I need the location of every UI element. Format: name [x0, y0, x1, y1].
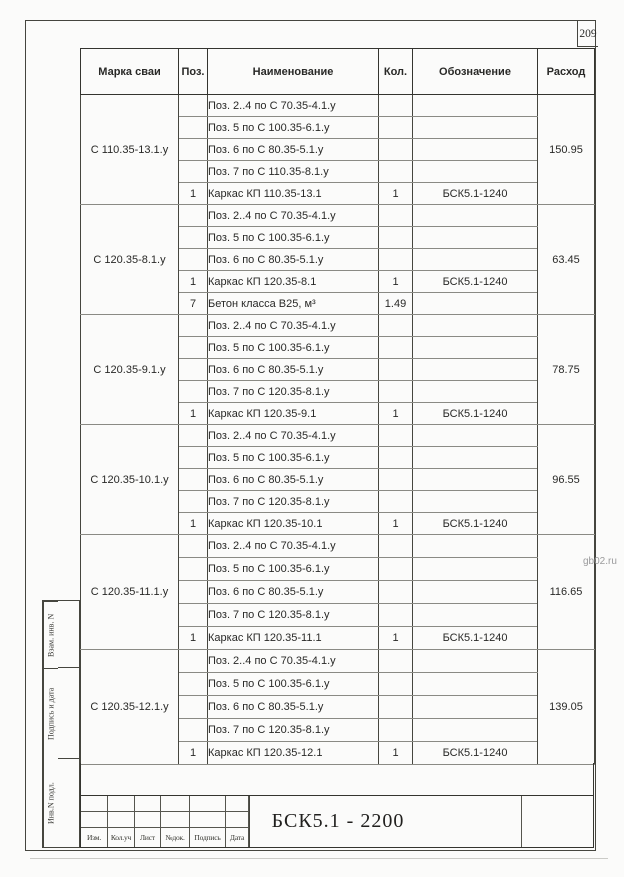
item-name-cell: Поз. 2..4 по С 70.35-4.1.у [208, 650, 379, 673]
item-name-cell: Поз. 6 по С 80.35-5.1.у [208, 139, 379, 161]
designation-cell [413, 315, 538, 337]
item-name-cell: Поз. 2..4 по С 70.35-4.1.у [208, 535, 379, 558]
quantity-cell [379, 491, 413, 513]
designation-cell [413, 95, 538, 117]
position-cell [179, 696, 208, 719]
position-cell [179, 719, 208, 742]
position-cell [179, 249, 208, 271]
item-name-cell: Поз. 5 по С 100.35-6.1.у [208, 447, 379, 469]
pile-mark-cell: С 120.35-8.1.у [81, 205, 179, 315]
pile-block-6 [81, 650, 595, 765]
designation-cell [413, 673, 538, 696]
watermark-text: gb02.ru [583, 556, 617, 567]
table-row [81, 650, 595, 673]
quantity-cell: 1 [379, 271, 413, 293]
page-number-box [577, 21, 598, 47]
designation-cell [413, 359, 538, 381]
quantity-cell [379, 315, 413, 337]
position-cell [179, 337, 208, 359]
quantity-cell [379, 535, 413, 558]
quantity-cell [379, 581, 413, 604]
item-name-cell: Каркас КП 120.35-8.1 [208, 271, 379, 293]
item-name-cell: Поз. 7 по С 120.35-8.1.у [208, 719, 379, 742]
pile-mark-cell: С 110.35-13.1.у [81, 95, 179, 205]
quantity-cell [379, 650, 413, 673]
position-cell [179, 315, 208, 337]
designation-cell: БСК5.1-1240 [413, 513, 538, 535]
page-number: 209 [579, 27, 597, 40]
pile-mark-cell: С 120.35-12.1.у [81, 650, 179, 765]
quantity-cell [379, 558, 413, 581]
designation-cell [413, 293, 538, 315]
side-empty-cell [58, 668, 79, 759]
item-name-cell: Поз. 6 по С 80.35-5.1.у [208, 359, 379, 381]
revision-col-izm: Изм. [81, 828, 108, 847]
column-header-qty: Кол. [379, 49, 413, 95]
item-name-cell: Поз. 5 по С 100.35-6.1.у [208, 337, 379, 359]
designation-cell [413, 381, 538, 403]
table-header [81, 49, 595, 95]
position-cell [179, 604, 208, 627]
left-margin-stamp [42, 600, 80, 848]
side-empty-cell [58, 601, 79, 668]
consumption-cell: 139.05 [538, 650, 595, 765]
title-block-right-cell [521, 796, 593, 847]
quantity-cell [379, 425, 413, 447]
side-empty-cell [58, 759, 79, 847]
item-name-cell: Поз. 6 по С 80.35-5.1.у [208, 249, 379, 271]
quantity-cell [379, 337, 413, 359]
position-cell [179, 139, 208, 161]
quantity-cell: 1.49 [379, 293, 413, 315]
position-cell [179, 95, 208, 117]
frame-line-left [80, 763, 81, 796]
item-name-cell: Поз. 7 по С 120.35-8.1.у [208, 491, 379, 513]
designation-cell: БСК5.1-1240 [413, 627, 538, 650]
revision-cell [226, 796, 249, 812]
designation-cell [413, 581, 538, 604]
pile-mark-cell: С 120.35-9.1.у [81, 315, 179, 425]
pile-block-2 [81, 205, 595, 315]
position-cell [179, 161, 208, 183]
table-row [81, 315, 595, 337]
pile-block-5 [81, 535, 595, 650]
position-cell [179, 469, 208, 491]
revision-cell [226, 812, 249, 828]
designation-cell [413, 161, 538, 183]
quantity-cell: 1 [379, 513, 413, 535]
item-name-cell: Поз. 2..4 по С 70.35-4.1.у [208, 315, 379, 337]
column-header-designation: Обозначение [413, 49, 538, 95]
position-cell [179, 581, 208, 604]
position-cell [179, 381, 208, 403]
item-name-cell: Поз. 7 по С 120.35-8.1.у [208, 604, 379, 627]
position-cell [179, 673, 208, 696]
column-header-mark: Марка сваи [81, 49, 179, 95]
position-cell [179, 117, 208, 139]
item-name-cell: Каркас КП 120.35-11.1 [208, 627, 379, 650]
position-cell [179, 535, 208, 558]
pile-specification-table [80, 48, 595, 765]
designation-cell: БСК5.1-1240 [413, 742, 538, 765]
item-name-cell: Поз. 6 по С 80.35-5.1.у [208, 696, 379, 719]
quantity-cell [379, 719, 413, 742]
quantity-cell [379, 673, 413, 696]
designation-cell [413, 604, 538, 627]
revision-cell [81, 796, 108, 812]
position-cell: 1 [179, 271, 208, 293]
revision-cell [135, 796, 161, 812]
quantity-cell: 1 [379, 627, 413, 650]
item-name-cell: Поз. 7 по С 120.35-8.1.у [208, 381, 379, 403]
revision-col-list: Лист [135, 828, 161, 847]
frame-line-right [593, 763, 594, 796]
item-name-cell: Поз. 7 по С 110.35-8.1.у [208, 161, 379, 183]
position-cell: 1 [179, 403, 208, 425]
designation-cell [413, 558, 538, 581]
revision-cell [190, 812, 226, 828]
designation-cell [413, 491, 538, 513]
designation-cell: БСК5.1-1240 [413, 183, 538, 205]
position-cell [179, 205, 208, 227]
quantity-cell [379, 604, 413, 627]
position-cell [179, 359, 208, 381]
position-cell [179, 558, 208, 581]
designation-cell: БСК5.1-1240 [413, 271, 538, 293]
quantity-cell [379, 117, 413, 139]
revision-cell [161, 796, 190, 812]
position-cell: 1 [179, 627, 208, 650]
revision-col-podpis: Подпись [190, 828, 226, 847]
item-name-cell: Поз. 2..4 по С 70.35-4.1.у [208, 425, 379, 447]
position-cell: 7 [179, 293, 208, 315]
revision-cell [108, 812, 135, 828]
side-label-inv-podl: Инв.N подл. [43, 759, 58, 847]
quantity-cell [379, 205, 413, 227]
side-label-vzam-inv: Взам. инв. N [43, 601, 58, 668]
quantity-cell: 1 [379, 183, 413, 205]
consumption-cell: 63.45 [538, 205, 595, 315]
revision-col-data: Дата [226, 828, 249, 847]
position-cell: 1 [179, 183, 208, 205]
quantity-cell [379, 139, 413, 161]
table-row [81, 95, 595, 117]
quantity-cell [379, 161, 413, 183]
consumption-cell: 96.55 [538, 425, 595, 535]
quantity-cell [379, 227, 413, 249]
consumption-cell: 116.65 [538, 535, 595, 650]
designation-cell [413, 117, 538, 139]
revision-col-koluch: Кол.уч [108, 828, 135, 847]
side-label-podpis-data: Подпись и дата [43, 668, 58, 759]
item-name-cell: Каркас КП 120.35-9.1 [208, 403, 379, 425]
quantity-cell: 1 [379, 403, 413, 425]
quantity-cell: 1 [379, 742, 413, 765]
position-cell [179, 491, 208, 513]
revision-cell [190, 796, 226, 812]
item-name-cell: Поз. 2..4 по С 70.35-4.1.у [208, 95, 379, 117]
item-name-cell: Поз. 2..4 по С 70.35-4.1.у [208, 205, 379, 227]
consumption-cell: 78.75 [538, 315, 595, 425]
position-cell [179, 447, 208, 469]
quantity-cell [379, 469, 413, 491]
pile-block-1 [81, 95, 595, 205]
position-cell [179, 650, 208, 673]
scan-edge-line [30, 858, 608, 859]
quantity-cell [379, 95, 413, 117]
quantity-cell [379, 696, 413, 719]
revision-grid [81, 796, 249, 847]
designation-cell [413, 425, 538, 447]
pile-block-3 [81, 315, 595, 425]
designation-cell [413, 337, 538, 359]
item-name-cell: Поз. 5 по С 100.35-6.1.у [208, 227, 379, 249]
table-row [81, 425, 595, 447]
item-name-cell: Поз. 5 по С 100.35-6.1.у [208, 117, 379, 139]
revision-cell [108, 796, 135, 812]
table-row [81, 535, 595, 558]
header-row [81, 49, 595, 95]
revision-cell [81, 812, 108, 828]
item-name-cell: Поз. 5 по С 100.35-6.1.у [208, 558, 379, 581]
quantity-cell [379, 359, 413, 381]
position-cell: 1 [179, 742, 208, 765]
column-header-name: Наименование [208, 49, 379, 95]
table-row [81, 205, 595, 227]
revision-cell [161, 812, 190, 828]
designation-cell [413, 139, 538, 161]
position-cell [179, 227, 208, 249]
quantity-cell [379, 447, 413, 469]
revision-cell [135, 812, 161, 828]
item-name-cell: Бетон класса В25, м³ [208, 293, 379, 315]
item-name-cell: Поз. 5 по С 100.35-6.1.у [208, 673, 379, 696]
item-name-cell: Каркас КП 110.35-13.1 [208, 183, 379, 205]
quantity-cell [379, 381, 413, 403]
item-name-cell: Поз. 6 по С 80.35-5.1.у [208, 581, 379, 604]
pile-mark-cell: С 120.35-11.1.у [81, 535, 179, 650]
document-code: БСК5.1 - 2200 [249, 796, 521, 847]
item-name-cell: Поз. 6 по С 80.35-5.1.у [208, 469, 379, 491]
designation-cell [413, 469, 538, 491]
column-header-pos: Поз. [179, 49, 208, 95]
designation-cell: БСК5.1-1240 [413, 403, 538, 425]
designation-cell [413, 205, 538, 227]
pile-block-4 [81, 425, 595, 535]
item-name-cell: Каркас КП 120.35-10.1 [208, 513, 379, 535]
designation-cell [413, 447, 538, 469]
designation-cell [413, 249, 538, 271]
title-block [80, 795, 594, 848]
position-cell: 1 [179, 513, 208, 535]
pile-mark-cell: С 120.35-10.1.у [81, 425, 179, 535]
designation-cell [413, 535, 538, 558]
consumption-cell: 150.95 [538, 95, 595, 205]
designation-cell [413, 696, 538, 719]
quantity-cell [379, 249, 413, 271]
designation-cell [413, 227, 538, 249]
item-name-cell: Каркас КП 120.35-12.1 [208, 742, 379, 765]
designation-cell [413, 719, 538, 742]
column-header-consumption: Расход [538, 49, 595, 95]
revision-col-ndok: №док. [161, 828, 190, 847]
designation-cell [413, 650, 538, 673]
position-cell [179, 425, 208, 447]
